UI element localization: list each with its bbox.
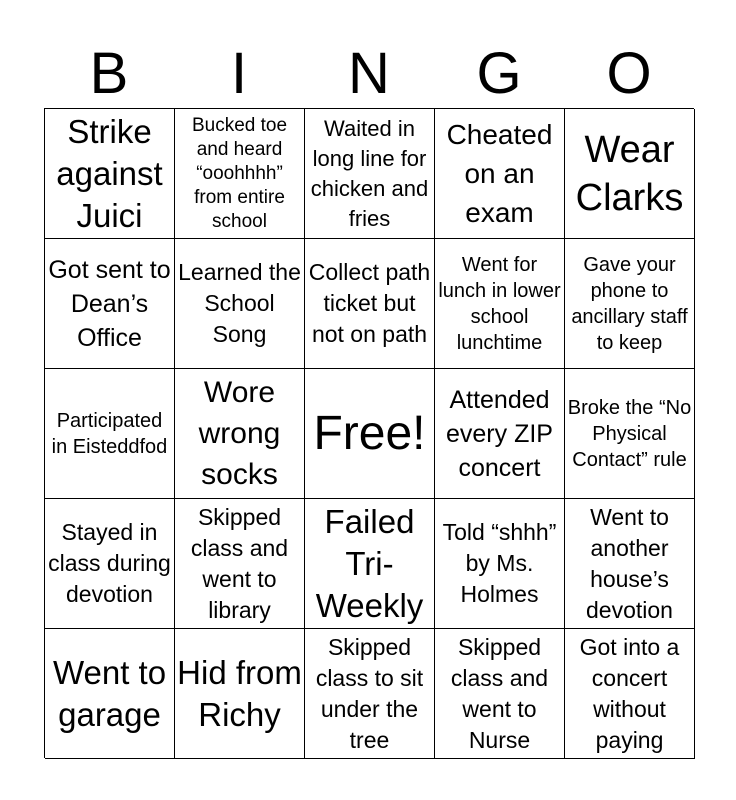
cell-text: Got into a concert without paying <box>579 633 680 753</box>
bingo-cell[interactable] <box>175 109 305 239</box>
bingo-cell[interactable] <box>305 629 435 759</box>
cell-text: Skipped class and went to Nurse <box>450 633 549 753</box>
bingo-free-space[interactable] <box>305 369 435 499</box>
cell-text: Stayed in class during devotion <box>48 519 171 607</box>
cell-text: Failed Tri-Weekly <box>315 502 424 624</box>
cell-text: Attended every ZIP concert <box>446 385 553 482</box>
bingo-cell[interactable] <box>45 109 175 239</box>
bingo-cell[interactable] <box>435 499 565 629</box>
header-letter-b: B <box>89 41 129 106</box>
cell-text: Wear Clarks <box>575 128 684 219</box>
bingo-header <box>44 42 694 106</box>
bingo-cell[interactable] <box>435 629 565 759</box>
bingo-cell[interactable] <box>435 109 565 239</box>
bingo-cell[interactable] <box>45 369 175 499</box>
cell-text: Bucked toe and heard “ooohhhh” from entire school <box>191 114 288 232</box>
bingo-cell[interactable] <box>175 239 305 369</box>
cell-text: Got sent to Dean’s Office <box>48 255 171 352</box>
bingo-cell[interactable] <box>305 239 435 369</box>
bingo-cell[interactable] <box>565 239 695 369</box>
bingo-cell[interactable] <box>45 499 175 629</box>
cell-text: Cheated on an exam <box>446 119 553 228</box>
bingo-cell[interactable] <box>45 239 175 369</box>
cell-text: Participated in Eisteddfod <box>51 409 168 458</box>
bingo-cell[interactable] <box>305 109 435 239</box>
bingo-cell[interactable] <box>45 629 175 759</box>
cell-text: Went for lunch in lower school lunchtime <box>438 253 561 354</box>
header-letter-i: I <box>230 41 248 106</box>
cell-text: Broke the “No Physical Contact” rule <box>567 396 692 471</box>
bingo-card-grid <box>44 108 694 758</box>
cell-text: Went to another house’s devotion <box>586 503 673 623</box>
cell-text: Waited in long line for chicken and fries <box>310 115 429 231</box>
cell-text: Skipped class and went to library <box>190 503 289 623</box>
header-letter-o: O <box>606 41 652 106</box>
bingo-cell[interactable] <box>435 239 565 369</box>
cell-text: Learned the School Song <box>178 259 301 347</box>
cell-text: Wore wrong socks <box>198 376 281 491</box>
bingo-cell[interactable] <box>565 109 695 239</box>
bingo-cell[interactable] <box>435 369 565 499</box>
bingo-cell[interactable] <box>305 499 435 629</box>
cell-text: Collect path ticket but not on path <box>308 259 431 347</box>
cell-text: Free! <box>313 406 426 460</box>
cell-text: Hid from Richy <box>177 653 302 733</box>
bingo-cell[interactable] <box>565 499 695 629</box>
header-letter-g: G <box>476 41 522 106</box>
bingo-cell[interactable] <box>175 369 305 499</box>
cell-text: Told “shhh” by Ms. Holmes <box>442 519 557 607</box>
cell-text: Went to garage <box>52 653 167 733</box>
header-letter-n: N <box>348 41 390 106</box>
cell-text: Skipped class to sit under the tree <box>315 633 424 753</box>
cell-text: Strike against Juici <box>56 112 163 234</box>
bingo-cell[interactable] <box>565 629 695 759</box>
bingo-cell[interactable] <box>565 369 695 499</box>
cell-text: Gave your phone to ancillary staff to keep <box>571 253 688 354</box>
bingo-cell[interactable] <box>175 499 305 629</box>
bingo-cell[interactable] <box>175 629 305 759</box>
